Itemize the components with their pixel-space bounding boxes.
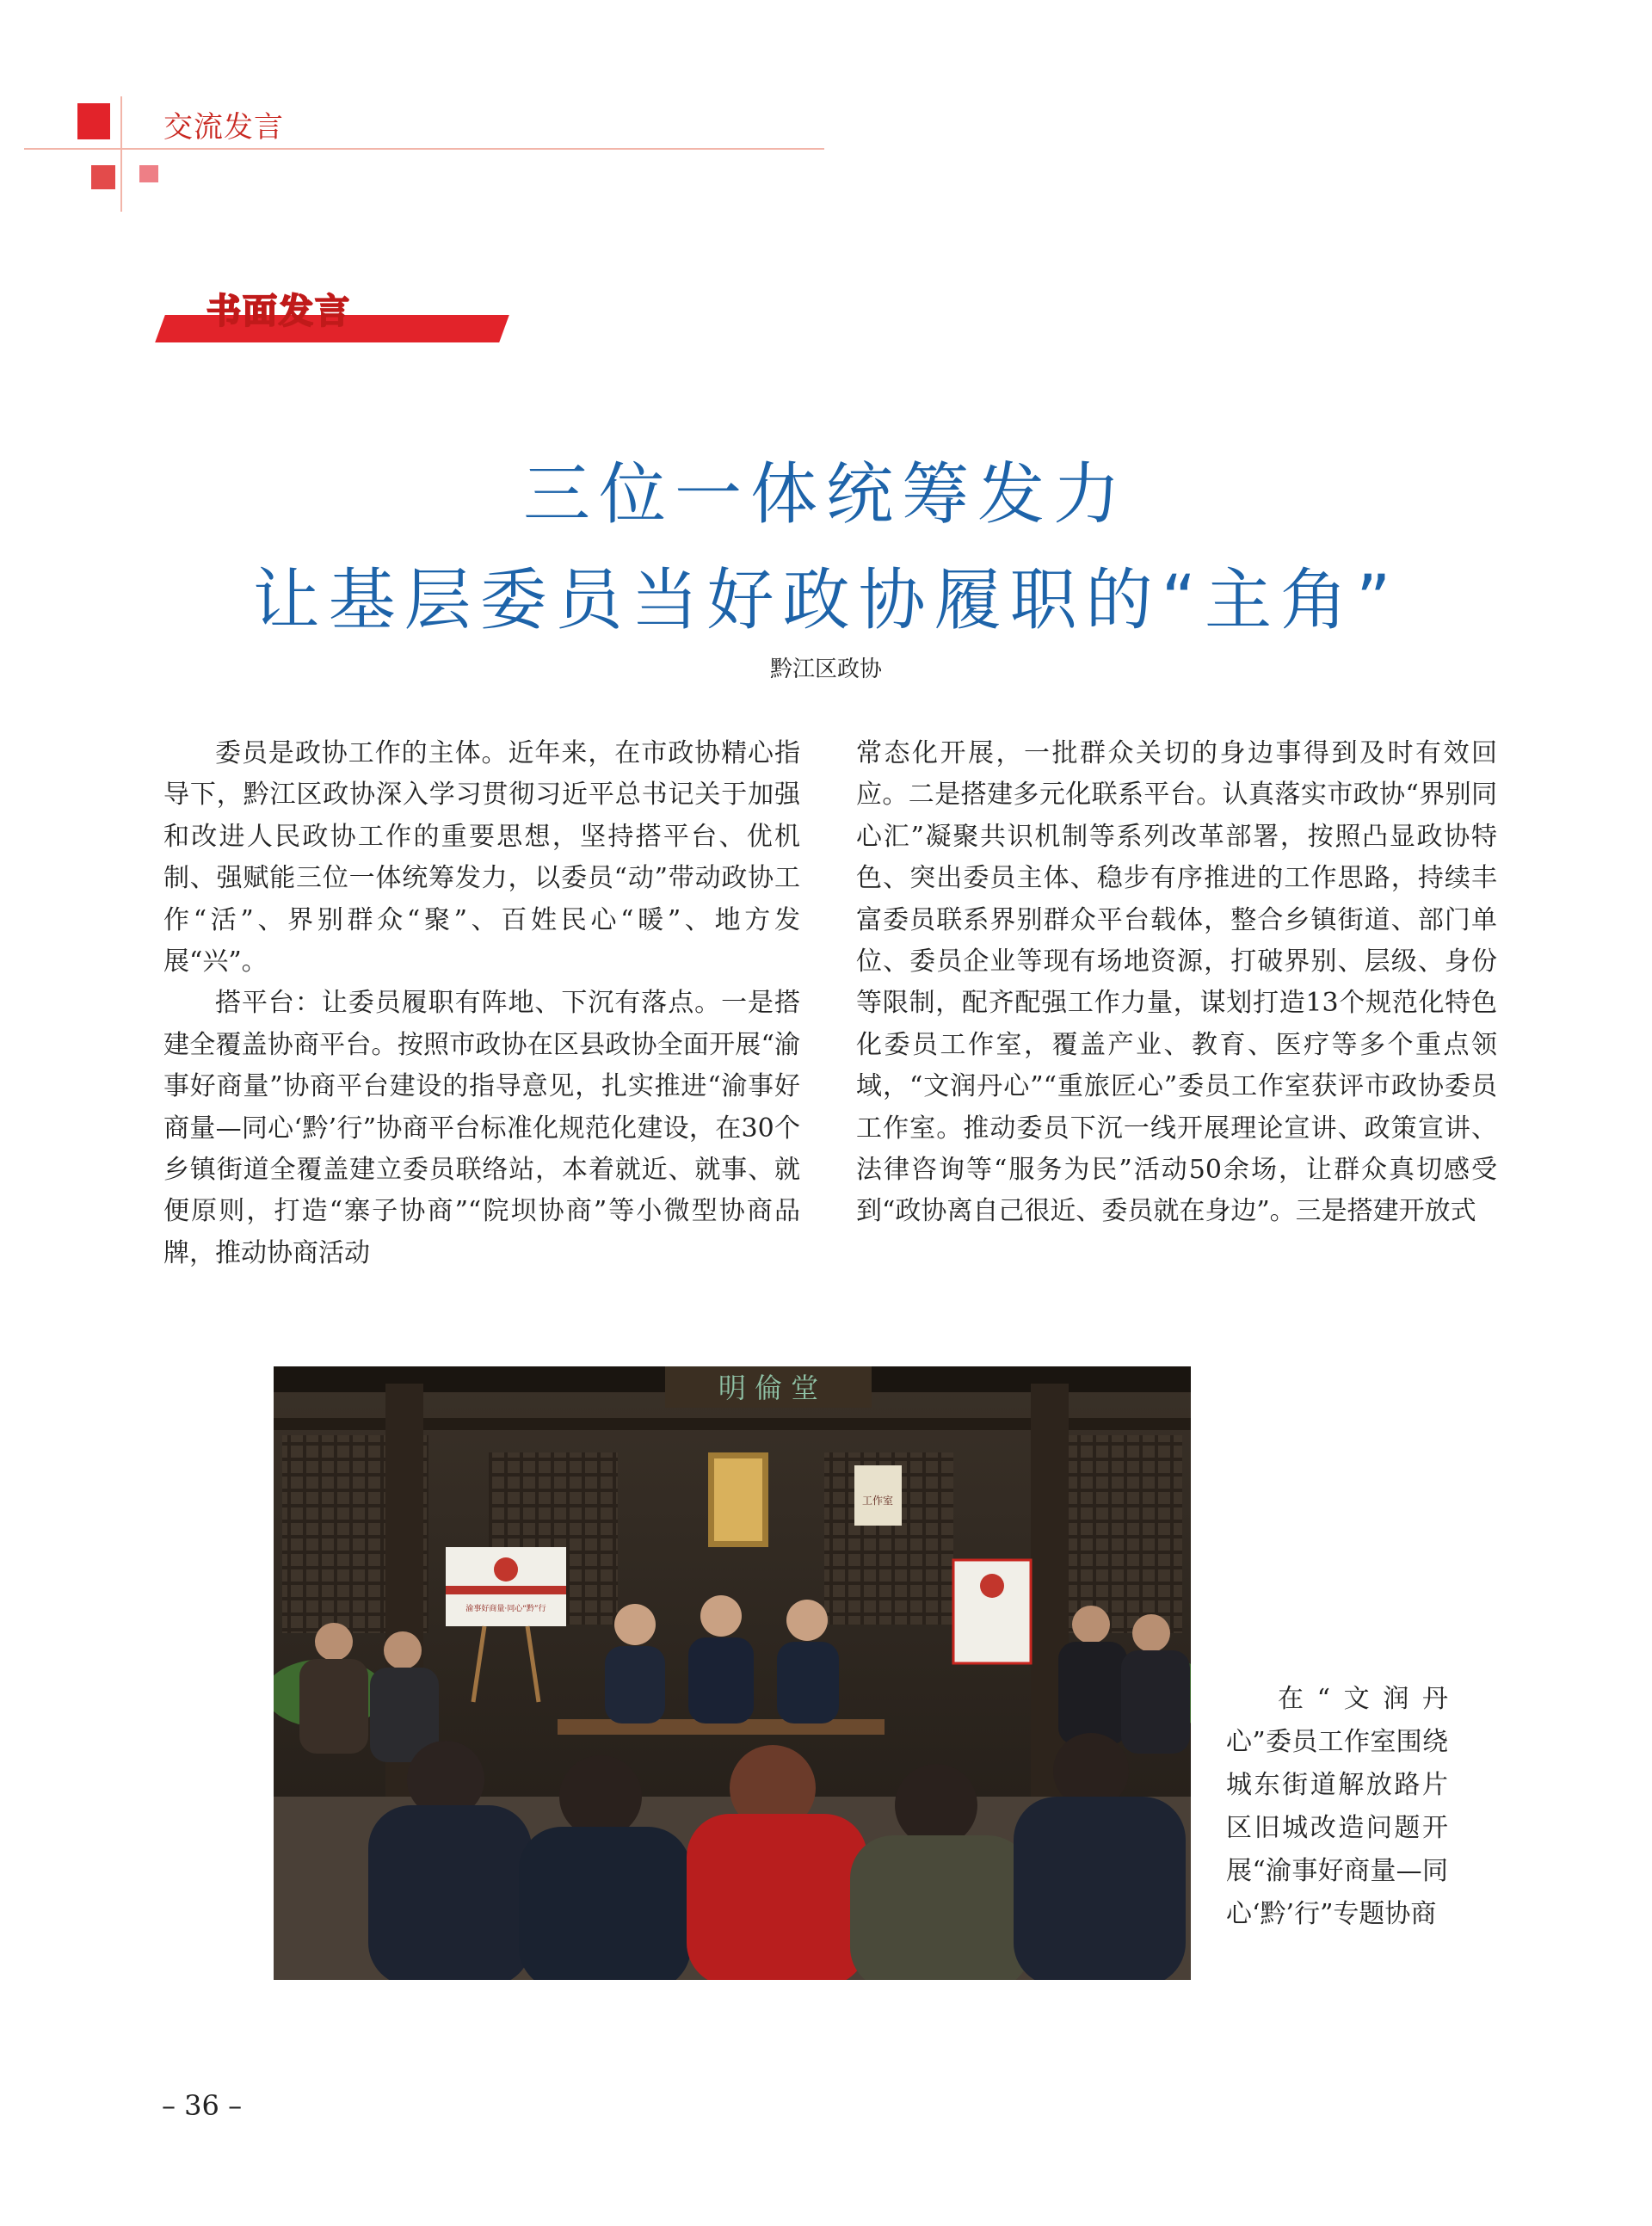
section-label: 交流发言 [163, 110, 284, 145]
body-paragraph: 常态化开展，一批群众关切的身边事得到及时有效回应。二是搭建多元化联系平台。认真落实市政协“界别同心汇”凝聚共识机制等系列改革部署，按照凸显政协特色、突出委员主体、稳步有序推进的工作思路，持续丰富委员联系界别群众平台载体，整合乡镇街道、部门单位、委员企业等现有场地资源，打破界别、层级、身份等限制，配齐配强工作力量，谋划打造13个规范化特色化委员工作室，覆盖产业、教育、医疗等多个重点领域，“文润丹心”“重旅匠心”委员工作室获评市政协委员工作室。推动委员下沉一线开展理论宣讲、政策宣讲、法律咨询等“服务为民”活动50余场，让群众真切感受到“政协离自己很近、委员就在身边”。三是搭建开放式 [856, 738, 1497, 1227]
article-title-line-1: 三位一体统筹发力 [522, 456, 1129, 533]
meeting-photo [274, 1366, 1191, 1980]
header-rule-horizontal [24, 148, 824, 150]
body-paragraph: 搭平台：让委员履职有阵地、下沉有落点。一是搭建全覆盖协商平台。按照市政协在区县政协全面开展“渝事好商量”协商平台建设的指导意见，扎实推进“渝事好商量—同心‘黔’行”协商平台标准化规范化建设，在30个乡镇街道全覆盖建立委员联络站，本着就近、就事、就便原则，打造“寨子协商”“院坝协商”等小微型协商品牌，推动协商活动 [163, 988, 800, 1268]
page-number: – 36 – [162, 2089, 243, 2122]
header-rule-vertical [120, 96, 122, 212]
poster-text: 渝事好商量·同心“黔”行 [465, 1605, 546, 1613]
photo-caption [1226, 1678, 1448, 1936]
body-column-left [163, 733, 800, 1274]
header-small-square [91, 165, 115, 189]
sign-board: 工作室 [861, 1495, 894, 1507]
header-small-square-pink [139, 165, 158, 182]
header-red-square [77, 103, 110, 139]
category-label: 书面发言 [206, 292, 351, 331]
body-column-right [856, 733, 1497, 1233]
hall-plaque: 明 倫 堂 [718, 1372, 819, 1404]
article-author: 黔江区政协 [769, 657, 882, 682]
body-paragraph: 委员是政协工作的主体。近年来，在市政协精心指导下，黔江区政协深入学习贯彻习近平总书记关于加强和改进人民政协工作的重要思想，坚持搭平台、优机制、强赋能三位一体统筹发力，以委员“动”带动政协工作“活”、界别群众“聚”、百姓民心“暖”、地方发展“兴”。 [163, 738, 800, 977]
article-title-line-2: 让基层委员当好政协履职的“主角” [252, 562, 1400, 639]
caption-text: 在“文润丹心”委员工作室围绕城东街道解放路片区旧城改造问题开展“渝事好商量—同心‘黔’行”专题协商 [1226, 1684, 1448, 1929]
